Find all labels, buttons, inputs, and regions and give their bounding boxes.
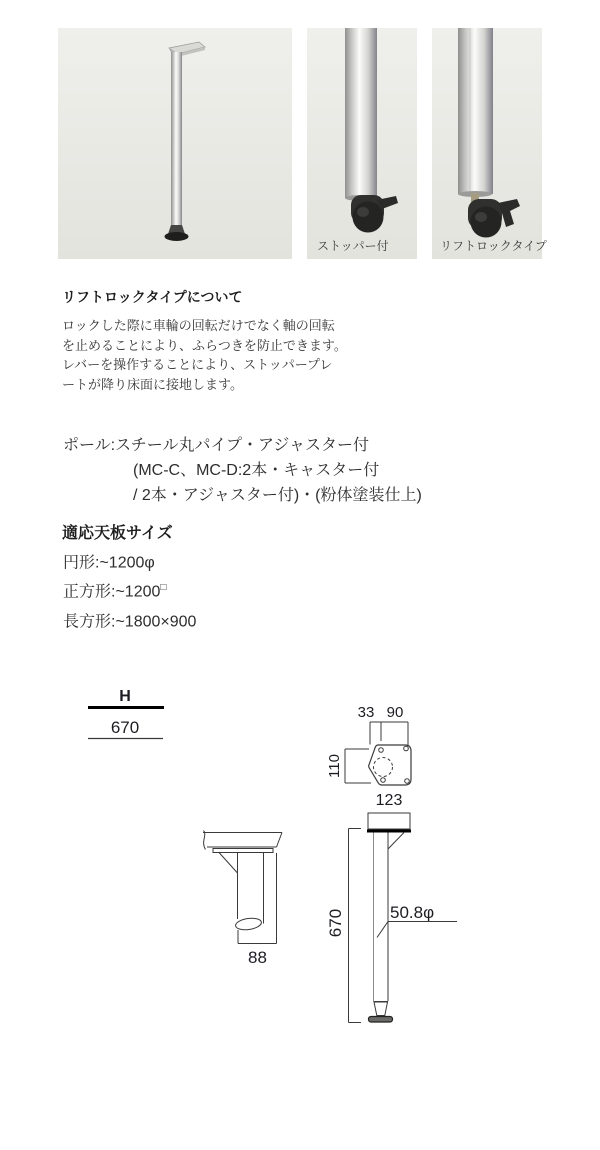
panel-sizes-heading: 適応天板サイズ [62, 525, 173, 542]
adjuster-cone [374, 1002, 388, 1016]
dim-670-label: 670 [326, 908, 345, 938]
adjuster-foot [165, 225, 189, 241]
panel-sizes-list [63, 546, 196, 634]
caster-liftlock-image [432, 28, 542, 259]
dimension-drawing [60, 660, 540, 1050]
pipe-break [235, 917, 262, 932]
size-item-rect: 長方形:~1800×900 [63, 612, 197, 630]
liftlock-caption: リフトロックタイプ [440, 239, 547, 253]
break-line [204, 831, 206, 850]
screw-hole [404, 746, 409, 751]
h-value-label: 670 [110, 718, 140, 737]
dim-diameter-label: 50.8φ [390, 903, 435, 922]
body-line: レバーを操作することにより、ストッパープレ [62, 357, 333, 372]
dim-110-label: 110 [326, 754, 343, 778]
body-line: を止めることにより、ふらつきを防止できます。 [62, 337, 347, 353]
photo-caster-liftlock [432, 28, 547, 259]
body-line: ロックした際に車輪の回転だけでなく軸の回転 [62, 318, 335, 333]
pole [171, 52, 182, 225]
size-item-circle: 円形:~1200φ [63, 554, 155, 572]
detail-view-drawing [203, 831, 282, 968]
dim-90-label: 90 [386, 704, 404, 721]
plate-outline [369, 745, 411, 785]
photo-caster-stopper [307, 28, 417, 259]
caster-wheel [468, 199, 520, 238]
about-liftlock-heading: リフトロックタイプについて [62, 289, 243, 305]
spec-line: / 2本・アジャスター付)・(粉体塗装仕上) [133, 487, 422, 504]
caster-wheel [351, 195, 398, 233]
plate-side [213, 849, 273, 853]
size-item-square: 正方形:~1200□ [63, 582, 167, 601]
side-view-drawing [326, 792, 457, 1023]
pole-spec [63, 433, 422, 508]
screw-hole [379, 748, 384, 753]
spec-line: ポール:スチール丸パイプ・アジャスター付 [63, 437, 370, 454]
body-line: ートが降り床面に接地します。 [62, 376, 243, 392]
h-header-label: H [119, 688, 131, 705]
dim-123-label: 123 [375, 792, 403, 809]
about-liftlock-body [62, 316, 347, 394]
dim-88-label: 88 [248, 948, 267, 967]
pole [345, 28, 377, 198]
pole [458, 28, 493, 194]
dim-33-label: 33 [357, 704, 375, 721]
caster-stopper-image [307, 28, 417, 259]
photo-table-leg-adjuster [58, 28, 292, 259]
screw-hole [381, 778, 386, 783]
top-view-drawing [326, 704, 411, 785]
adjuster-base [369, 1017, 393, 1023]
table-leg-image [58, 28, 292, 259]
spec-line: (MC-C、MC-D:2本・キャスター付 [133, 462, 380, 479]
stopper-caption: ストッパー付 [317, 239, 389, 253]
screw-hole [405, 779, 410, 784]
pole-section-dashed [374, 758, 393, 777]
h-spec-table [88, 688, 164, 739]
